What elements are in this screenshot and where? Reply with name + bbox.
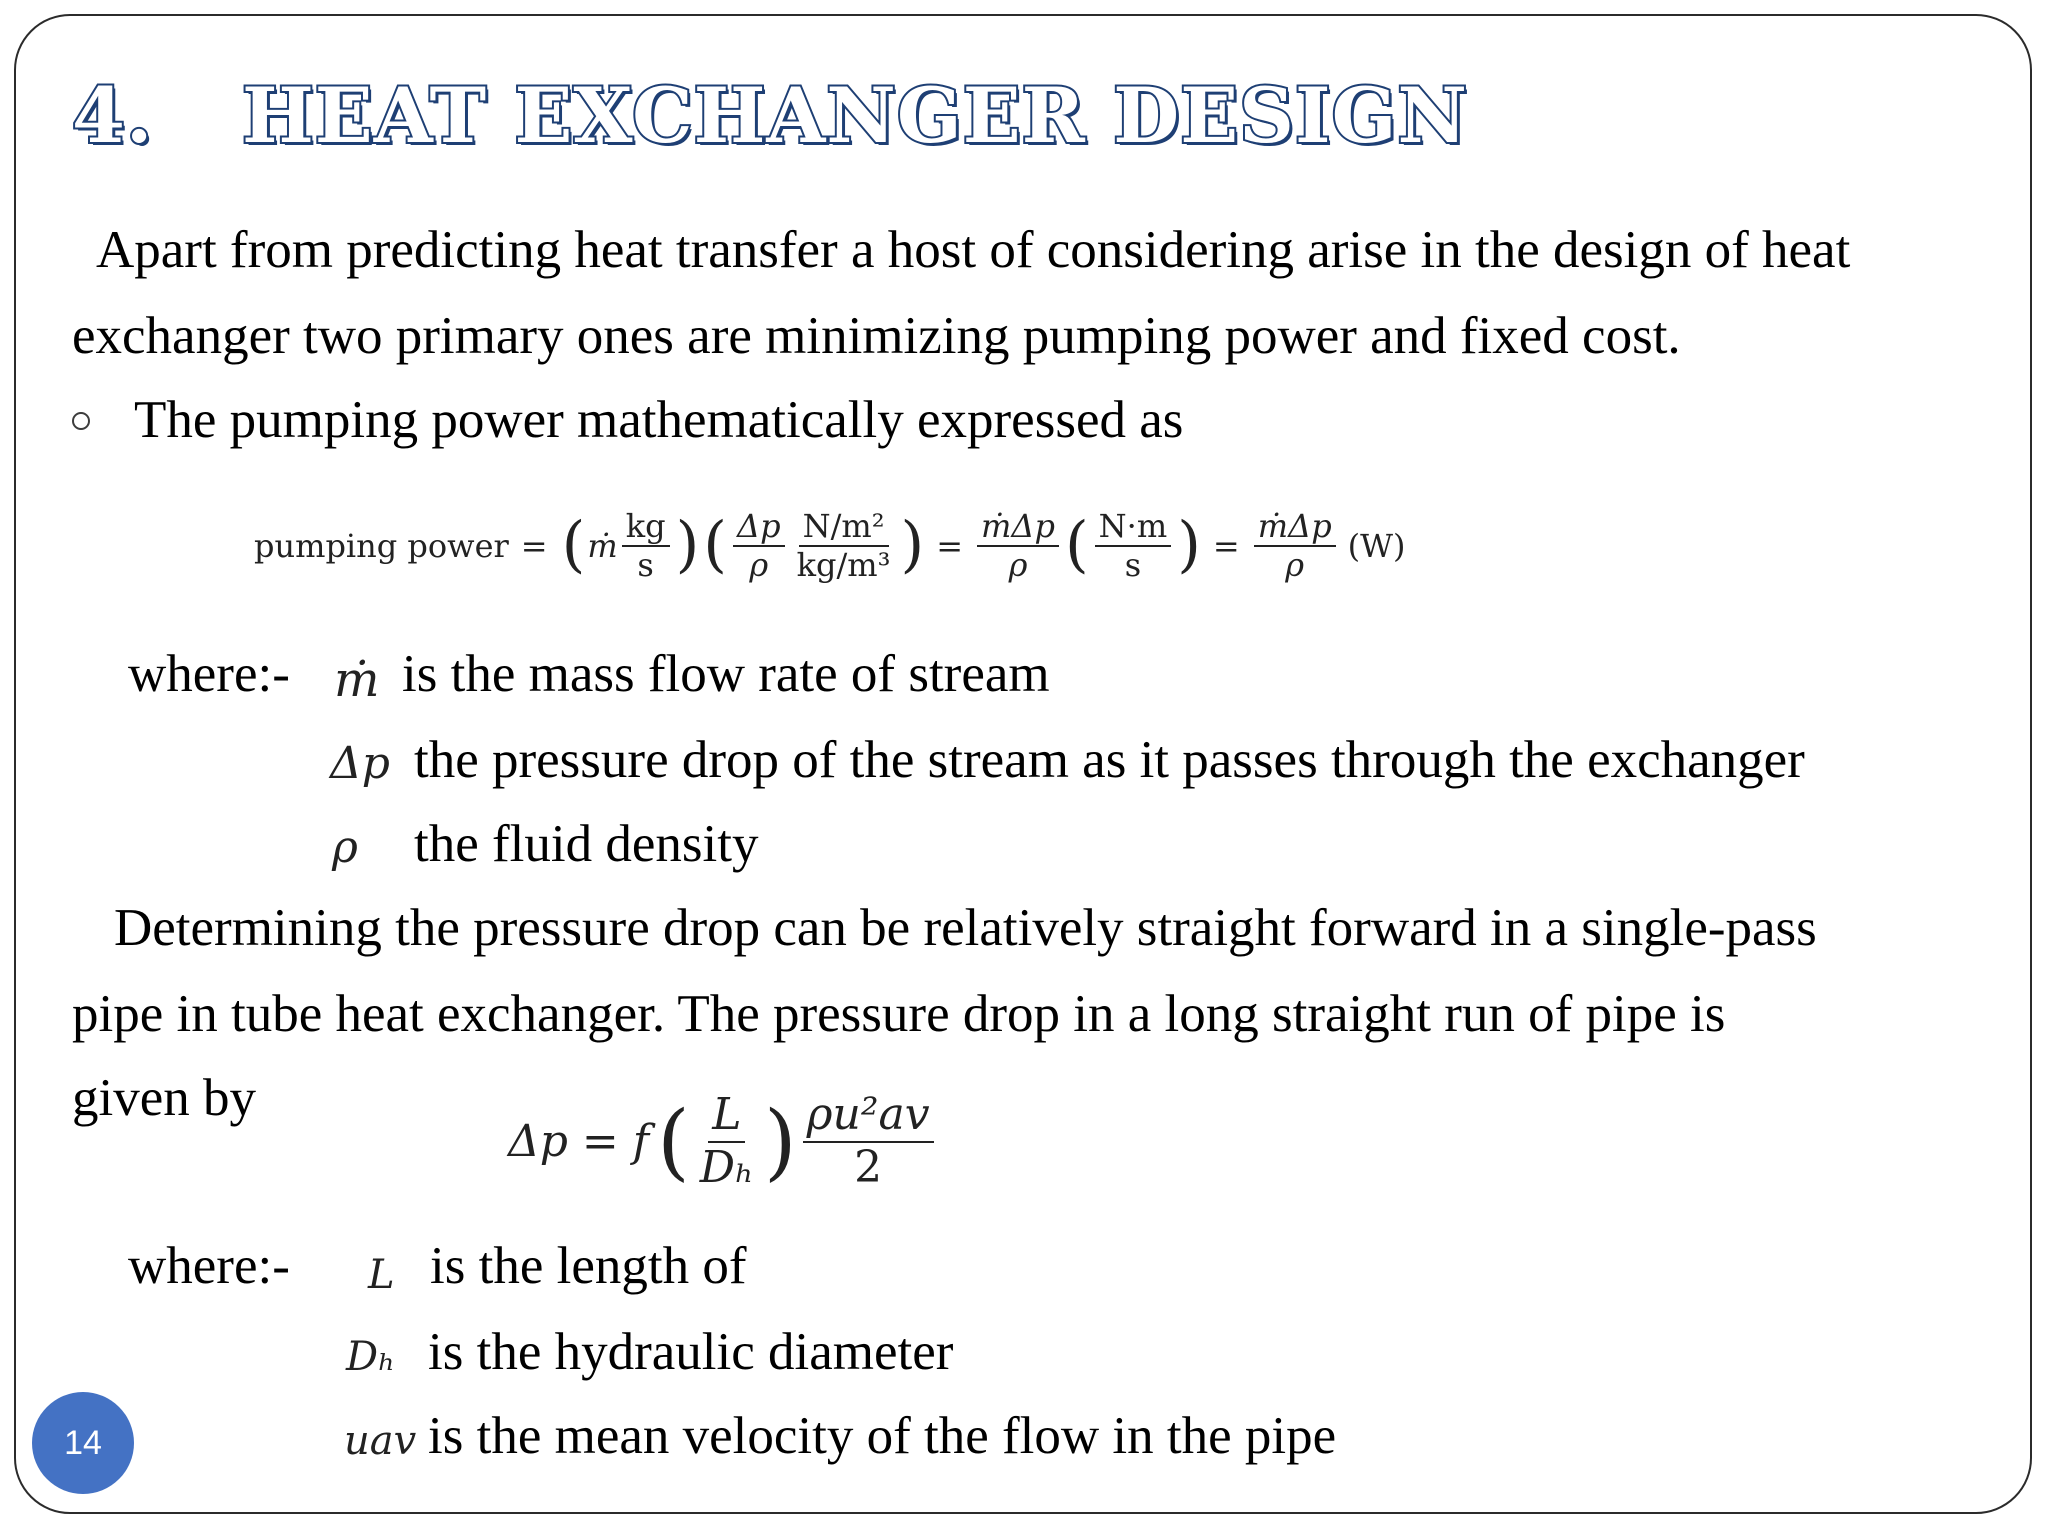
symbol-dh: Dₕ [346, 1334, 396, 1380]
intro-line-1: Apart from predicting heat transfer a host of considering arise in the design of heat [96, 221, 1851, 279]
bullet-circle-icon [72, 412, 90, 430]
where-rho-text: the fluid density [414, 815, 759, 873]
where-label-2: where:- [128, 1237, 290, 1295]
where-uav-text: is the mean velocity of the flow in the pipe [428, 1407, 1337, 1465]
section-number: 4. [72, 71, 154, 160]
formula-unit-watts: (W) [1347, 526, 1406, 565]
para2-line-3: given by [72, 1069, 256, 1127]
para2-line-1: Determining the pressure drop can be relatively straight forward in a single-pass [114, 899, 1817, 957]
formula-label: pumping power [254, 526, 509, 565]
symbol-rho: ρ [332, 822, 358, 873]
formula-nm-per-s: $\frac{N\cdot m}{s}$ [1095, 508, 1172, 584]
formula2-lhs: Δp = f [508, 1116, 650, 1168]
where-mdot-text: is the mass flow rate of stream [402, 645, 1050, 703]
bullet-text: The pumping power mathematically expressed as [134, 391, 1184, 449]
formula-kg-per-s: $\frac{kg}{s}$ [622, 508, 670, 584]
formula2-l-over-dh: $\frac{L}{\text{Dₕ}}$ [699, 1089, 755, 1193]
formula-units: $\frac{\text{N/m²}}{\text{kg/m³}}$ [796, 507, 891, 584]
title-text: HEAT EXCHANGER DESIGN [242, 71, 1468, 160]
page-number-badge: 14 [32, 1392, 134, 1494]
formula-result: $\frac{\text{ṁΔp}}{\rho}$ [1254, 508, 1336, 584]
where-label-1: where:- [128, 645, 290, 703]
symbol-delta-p: Δp [330, 738, 390, 789]
formula-dp-over-rho: $\frac{\Delta p}{\rho}$ [733, 508, 785, 584]
where-dh-text: is the hydraulic diameter [428, 1323, 954, 1381]
formula2-rho-u2-over-2: $\frac{\text{ρu²av}}{2}$ [803, 1090, 934, 1193]
symbol-length: L [368, 1252, 395, 1298]
pressure-drop-formula: Δp = f ( $\frac{L}{\text{Dₕ}}$ ) $\frac{\text{ρu²av}}{2}$ [508, 1090, 938, 1193]
symbol-uav: uav [344, 1418, 417, 1464]
formula-mdot: ṁ [587, 526, 618, 565]
where-dp-text: the pressure drop of the stream as it passes through the exchanger [414, 731, 1805, 789]
formula-mdp-over-rho: $\frac{\text{ṁΔp}}{\rho}$ [977, 508, 1059, 584]
intro-line-2: exchanger two primary ones are minimizing pumping power and fixed cost. [72, 307, 1681, 365]
pumping-power-formula: pumping power = ( ṁ $\frac{kg}{s}$ ) ( $\frac{\Delta p}{\rho}$ $\frac{\text{N/m²}}{\text{kg/m³}}$ ) = $\frac{\text{ṁΔp}}{\rho}$ ( $\frac{N\cdot m}{s}$ ) = $\frac{\text{ṁΔp}}{\rho}$ (W) [254, 507, 1406, 584]
symbol-mdot: ṁ [334, 652, 380, 708]
para2-line-2: pipe in tube heat exchanger. The pressure drop in a long straight run of pipe is [72, 985, 1726, 1043]
slide-title [72, 71, 1468, 160]
where-length-text: is the length of [430, 1237, 747, 1295]
